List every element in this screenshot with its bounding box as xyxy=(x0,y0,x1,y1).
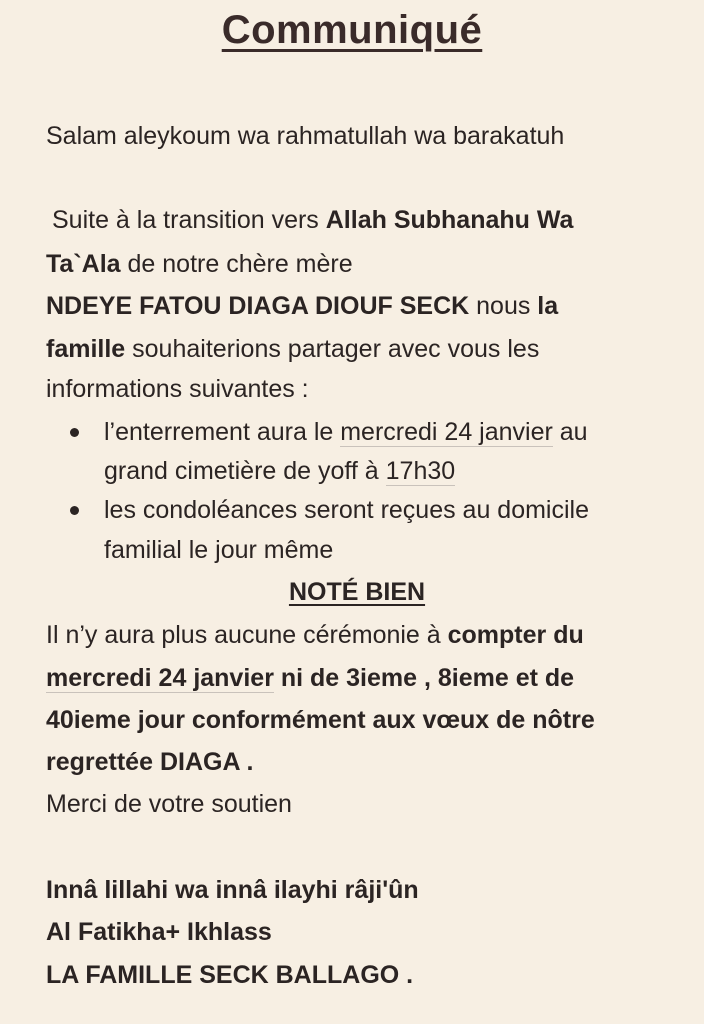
greeting: Salam aleykoum wa rahmatullah wa barakatuh xyxy=(46,122,565,150)
bullet-1-text-2: grand cimetière de yoff à xyxy=(104,457,386,485)
burial-date: mercredi 24 janvier xyxy=(340,418,553,446)
note-line-3: 40ieme jour conformément aux vœux de nôtre xyxy=(46,706,595,734)
note-line-2-text: ni de 3ieme , 8ieme et de xyxy=(273,664,575,692)
intro-line-5: informations suivantes : xyxy=(46,375,309,403)
title-text: Communiqué xyxy=(221,8,483,52)
note-line-1 xyxy=(46,620,584,650)
closing-line-1: Innâ lillahi wa innâ ilayhi râji'ûn xyxy=(46,876,419,904)
bullet-1-text-end: au xyxy=(552,418,588,446)
deceased-name: NDEYE FATOU DIAGA DIOUF SECK xyxy=(46,292,470,320)
intro-line-2 xyxy=(46,249,353,279)
note-line-1-bold: compter du xyxy=(447,621,584,649)
intro-line-3-bold: la xyxy=(537,292,559,320)
bullet-dot-1 xyxy=(70,428,79,437)
bullet-1-line-1 xyxy=(104,417,588,447)
intro-line-1-bold: Allah Subhanahu Wa xyxy=(325,206,574,234)
note-line-4: regrettée DIAGA . xyxy=(46,748,254,776)
burial-time: 17h30 xyxy=(385,457,456,485)
intro-line-3-text: nous xyxy=(469,292,538,320)
intro-line-2-bold: Ta`Ala xyxy=(46,250,121,278)
note-heading-text: NOTÉ BIEN xyxy=(288,578,426,606)
note-line-1-text: Il n’y aura plus aucune cérémonie à xyxy=(46,621,448,649)
intro-line-4-bold: famille xyxy=(46,335,126,363)
bullet-1-text: l’enterrement aura le xyxy=(104,418,341,446)
family-signature: LA FAMILLE SECK BALLAGO . xyxy=(46,961,414,989)
ceremony-date: mercredi 24 janvier xyxy=(46,664,274,692)
thanks-line: Merci de votre soutien xyxy=(46,790,292,818)
note-heading xyxy=(0,577,704,607)
closing-line-2: Al Fatikha+ Ikhlass xyxy=(46,918,272,946)
bullet-2-line-1: les condoléances seront reçues au domicile xyxy=(104,496,589,524)
intro-line-4 xyxy=(46,334,539,364)
bullet-2-line-2: familial le jour même xyxy=(104,536,334,564)
intro-line-4-text: souhaiterions partager avec vous les xyxy=(125,335,540,363)
bullet-dot-2 xyxy=(70,506,79,515)
bullet-1-line-2 xyxy=(104,456,455,486)
intro-line-1 xyxy=(52,205,573,235)
intro-line-3 xyxy=(46,291,558,321)
note-line-2 xyxy=(46,663,574,693)
intro-line-2-text: de notre chère mère xyxy=(120,250,353,278)
intro-line-1-text: Suite à la transition vers xyxy=(52,206,326,234)
page-title xyxy=(0,8,704,53)
